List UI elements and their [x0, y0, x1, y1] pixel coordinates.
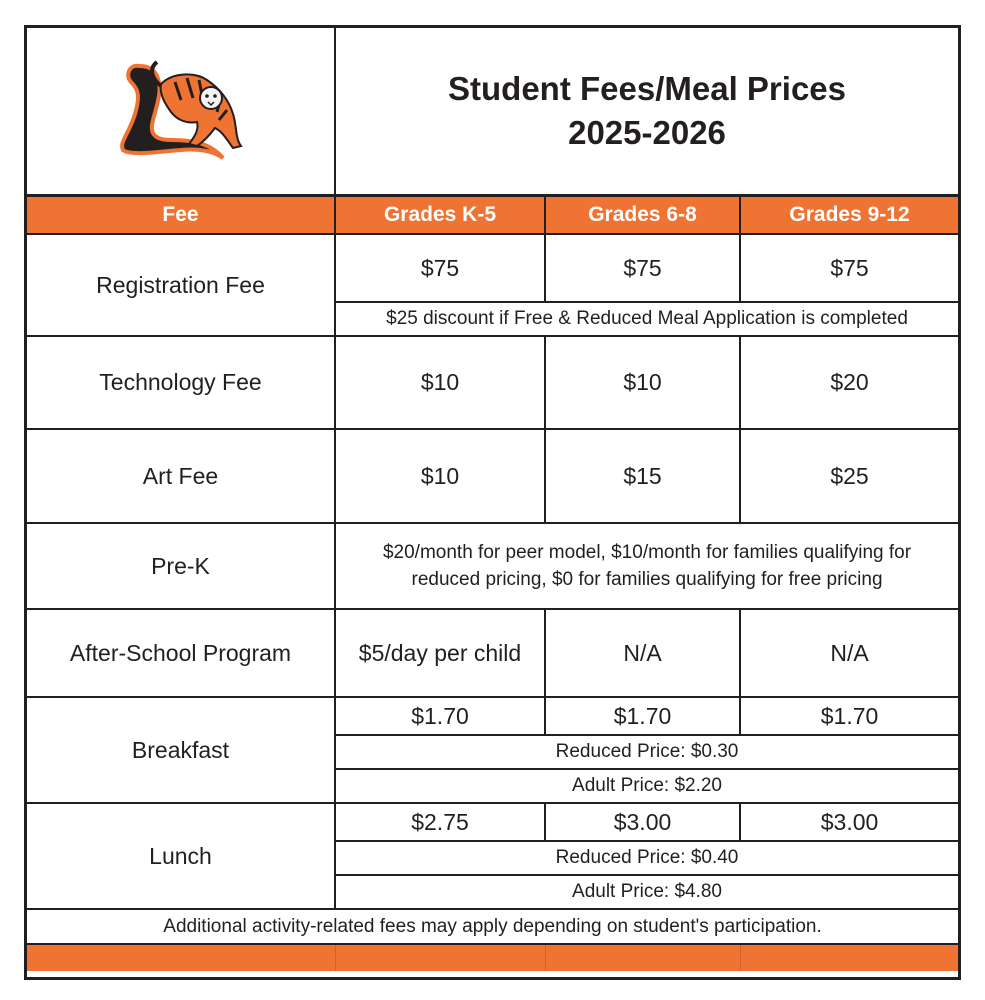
- fee-table: [27, 28, 958, 971]
- art-9-12: $25: [740, 429, 958, 523]
- registration-9-12: $75: [740, 234, 958, 302]
- art-row: [27, 429, 958, 523]
- header-row: [27, 196, 958, 235]
- footer-stripe-cell: [27, 944, 335, 971]
- registration-k5: $75: [335, 234, 545, 302]
- footer-stripe: [27, 944, 958, 971]
- footer-stripe-cell: [545, 944, 740, 971]
- art-6-8: $15: [545, 429, 740, 523]
- afterschool-row: [27, 609, 958, 697]
- col-header-6-8: Grades 6-8: [545, 196, 740, 235]
- lunch-k5: $2.75: [335, 803, 545, 841]
- lunch-label: Lunch: [27, 803, 335, 909]
- technology-label: Technology Fee: [27, 336, 335, 429]
- col-header-fee: Fee: [27, 196, 335, 235]
- lunch-reduced-price: Reduced Price: $0.40: [335, 841, 958, 875]
- lunch-adult-price: Adult Price: $4.80: [335, 875, 958, 909]
- art-label: Art Fee: [27, 429, 335, 523]
- footer-stripe-cell: [335, 944, 545, 971]
- registration-label: Registration Fee: [27, 234, 335, 336]
- fee-sheet: [24, 25, 961, 980]
- afterschool-label: After-School Program: [27, 609, 335, 697]
- footer-note: Additional activity-related fees may apply depending on student's participation.: [27, 909, 958, 944]
- breakfast-label: Breakfast: [27, 697, 335, 803]
- art-k5: $10: [335, 429, 545, 523]
- tiger-mascot-logo-icon: [111, 54, 251, 164]
- breakfast-k5: $1.70: [335, 697, 545, 735]
- breakfast-9-12: $1.70: [740, 697, 958, 735]
- school-year: 2025-2026: [568, 114, 726, 151]
- col-header-9-12: Grades 9-12: [740, 196, 958, 235]
- lunch-6-8: $3.00: [545, 803, 740, 841]
- prek-pricing: [335, 523, 958, 609]
- afterschool-6-8: N/A: [545, 609, 740, 697]
- technology-9-12: $20: [740, 336, 958, 429]
- footer-stripe-cell: [740, 944, 958, 971]
- title-cell: [335, 28, 958, 196]
- breakfast-6-8: $1.70: [545, 697, 740, 735]
- col-header-k5: Grades K-5: [335, 196, 545, 235]
- prek-row: [27, 523, 958, 609]
- lunch-9-12: $3.00: [740, 803, 958, 841]
- technology-6-8: $10: [545, 336, 740, 429]
- page-title: Student Fees/Meal Prices: [448, 70, 846, 107]
- registration-row: [27, 234, 958, 302]
- registration-discount-note: $25 discount if Free & Reduced Meal Application is completed: [335, 302, 958, 336]
- technology-row: [27, 336, 958, 429]
- afterschool-k5: $5/day per child: [335, 609, 545, 697]
- breakfast-adult-price: Adult Price: $2.20: [335, 769, 958, 803]
- technology-k5: $10: [335, 336, 545, 429]
- breakfast-row: [27, 697, 958, 735]
- breakfast-reduced-price: Reduced Price: $0.30: [335, 735, 958, 769]
- lunch-row: [27, 803, 958, 841]
- afterschool-9-12: N/A: [740, 609, 958, 697]
- prek-pricing-line1: $20/month for peer model, $10/month for families qualifying for: [382, 542, 912, 563]
- prek-pricing-line2: reduced pricing, $0 for families qualifying for free pricing: [411, 569, 883, 590]
- registration-6-8: $75: [545, 234, 740, 302]
- prek-label: Pre-K: [27, 523, 335, 609]
- logo-cell: [27, 28, 335, 196]
